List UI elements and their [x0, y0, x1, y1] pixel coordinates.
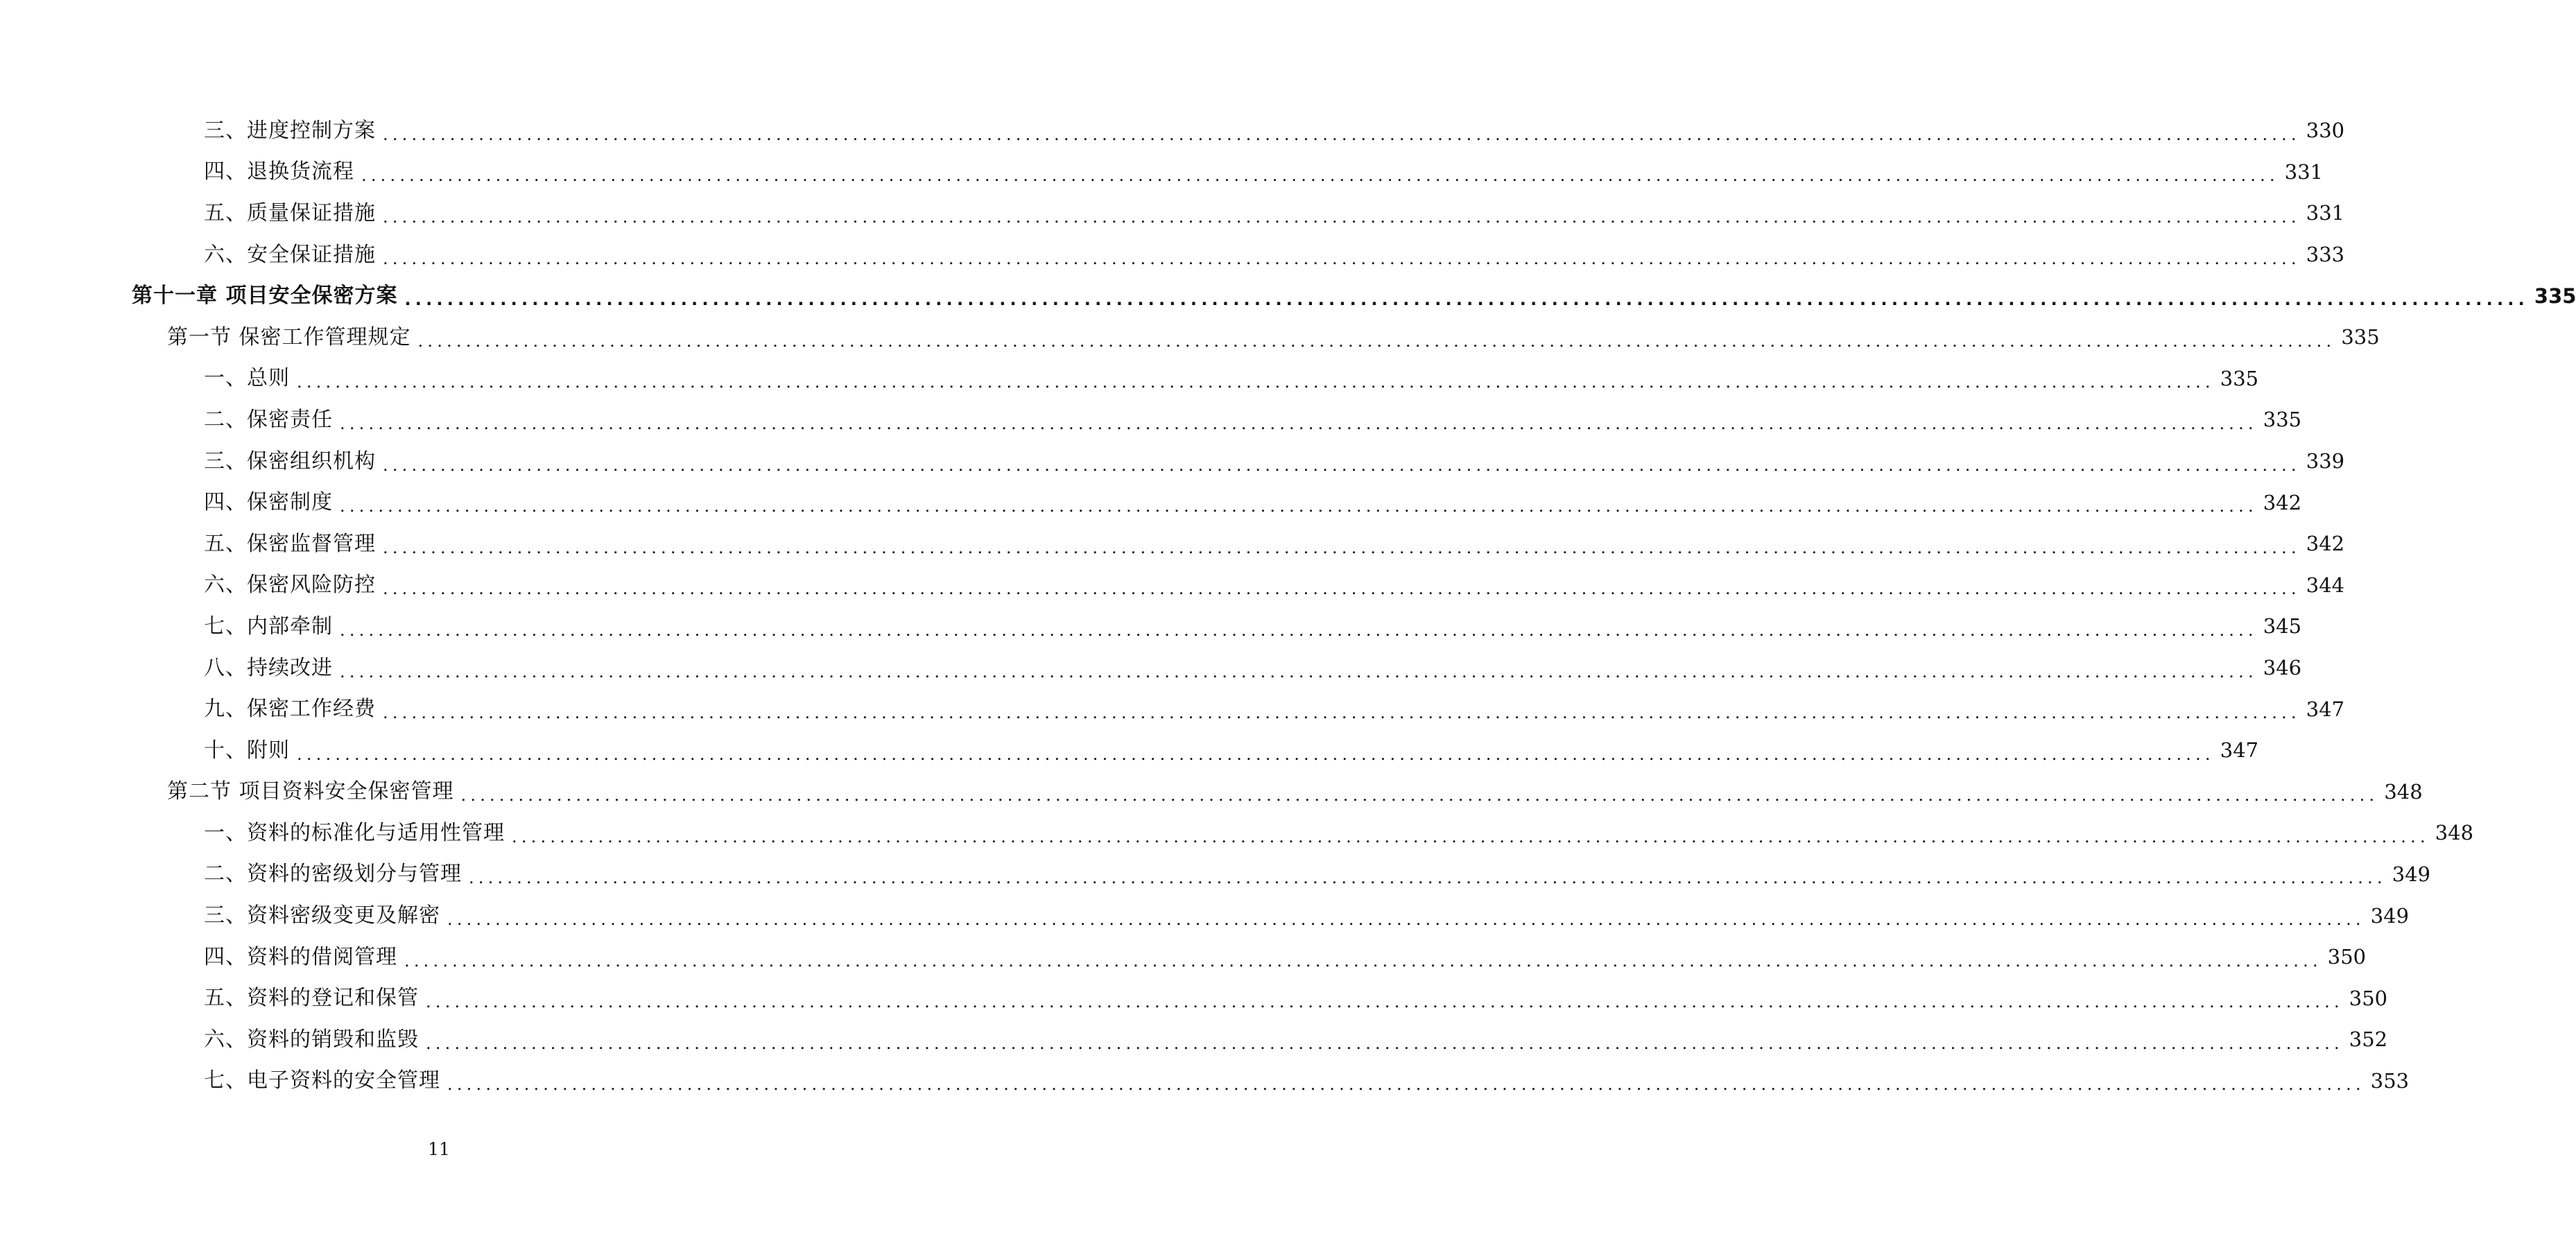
toc-dot-leader: ........................................................................................................................................................................................................ — [383, 207, 2301, 227]
toc-dot-leader: ........................................................................................................................................................................................................ — [460, 786, 2379, 806]
toc-entry-title: 六、资料的销毁和监毁 — [204, 1027, 419, 1052]
toc-entry-page: 335 — [2263, 408, 2302, 432]
toc-entry-item[interactable] — [0, 895, 2410, 937]
toc-entry-item[interactable] — [0, 152, 2324, 193]
toc-entry-title: 三、保密组织机构 — [204, 449, 376, 474]
toc-entry-item[interactable] — [0, 648, 2302, 689]
toc-entry-page: 342 — [2306, 532, 2345, 556]
toc-dot-leader: ........................................................................................................................................................................................................ — [469, 868, 2387, 888]
toc-entry-item[interactable] — [0, 937, 2367, 978]
toc-dot-leader: ........................................................................................................................................................................................................ — [404, 951, 2322, 971]
toc-entry-item[interactable] — [0, 441, 2345, 483]
toc-entry-item[interactable] — [0, 358, 2259, 400]
toc-entry-title: 七、电子资料的安全管理 — [204, 1068, 440, 1093]
toc-entry-page: 346 — [2263, 656, 2302, 680]
toc-entry-title: 七、内部牵制 — [204, 614, 333, 639]
toc-dot-leader: ........................................................................................................................................................................................................ — [417, 331, 2336, 351]
toc-entry-title: 五、质量保证措施 — [204, 200, 376, 225]
toc-entry-title: 第二节 项目资料安全保密管理 — [167, 779, 454, 804]
toc-dot-leader: ........................................................................................................................................................................................................ — [361, 166, 2279, 186]
toc-entry-title: 二、资料的密级划分与管理 — [204, 862, 462, 887]
toc-entry-title: 三、进度控制方案 — [204, 118, 376, 143]
toc-entry-section[interactable] — [0, 317, 2380, 358]
toc-entry-page: 350 — [2349, 986, 2388, 1010]
toc-entry-page: 348 — [2384, 779, 2423, 804]
toc-dot-leader: ........................................................................................................................................................................................................ — [426, 1033, 2344, 1053]
toc-entry-title: 四、保密制度 — [204, 490, 333, 515]
toc-entry-item[interactable] — [0, 110, 2345, 152]
toc-entry-section[interactable] — [0, 772, 2423, 813]
toc-entry-page: 349 — [2392, 862, 2431, 886]
toc-entry-title: 一、资料的标准化与适用性管理 — [204, 820, 505, 845]
toc-entry-item[interactable] — [0, 1061, 2410, 1102]
toc-entry-item[interactable] — [0, 730, 2259, 772]
toc-entry-page: 344 — [2306, 573, 2345, 597]
toc-dot-leader: ........................................................................................................................................................................................................ — [383, 537, 2301, 557]
toc-entry-page: 335 — [2534, 284, 2576, 308]
toc-entry-title: 八、持续改进 — [204, 655, 333, 680]
toc-entry-item[interactable] — [0, 565, 2345, 607]
toc-entry-title: 第十一章 项目安全保密方案 — [132, 284, 398, 309]
toc-entry-title: 一、总则 — [204, 366, 290, 391]
toc-entry-page: 333 — [2306, 243, 2345, 267]
toc-entry-item[interactable] — [0, 688, 2345, 730]
toc-dot-leader: ........................................................................................................................................................................................................ — [340, 661, 2258, 682]
toc-dot-leader: ........................................................................................................................................................................................................ — [340, 620, 2258, 640]
toc-entry-title: 六、保密风险防控 — [204, 573, 376, 598]
toc-dot-leader: ........................................................................................................................................................................................................ — [297, 744, 2215, 764]
toc-entry-item[interactable] — [0, 1019, 2388, 1061]
toc-dot-leader: ........................................................................................................................................................................................................ — [297, 372, 2215, 392]
page-number: 11 — [428, 1139, 450, 1159]
toc-dot-leader: ........................................................................................................................................................................................................ — [426, 992, 2344, 1012]
toc-entry-chapter[interactable] — [0, 275, 2576, 317]
toc-dot-leader: ........................................................................................................................................................................................................ — [383, 248, 2301, 268]
toc-entry-page: 331 — [2284, 159, 2324, 184]
toc-entry-page: 348 — [2435, 821, 2474, 845]
toc-entry-title: 十、附则 — [204, 738, 290, 763]
toc-entry-title: 第一节 保密工作管理规定 — [167, 324, 411, 349]
toc-dot-leader: ........................................................................................................................................................................................................ — [383, 579, 2301, 599]
toc-entry-page: 347 — [2220, 738, 2259, 763]
toc-entry-page: 350 — [2327, 945, 2367, 969]
table-of-contents — [0, 110, 2576, 1102]
toc-entry-item[interactable] — [0, 234, 2345, 276]
toc-entry-item[interactable] — [0, 606, 2302, 648]
toc-dot-leader: ........................................................................................................................................................................................................ — [512, 826, 2430, 847]
toc-entry-title: 二、保密责任 — [204, 407, 333, 432]
toc-entry-item[interactable] — [0, 482, 2302, 523]
toc-entry-page: 352 — [2349, 1027, 2388, 1052]
toc-entry-page: 331 — [2306, 201, 2345, 225]
toc-entry-page: 349 — [2370, 903, 2410, 928]
toc-dot-leader: ........................................................................................................................................................................................................ — [404, 290, 2529, 310]
toc-dot-leader: ........................................................................................................................................................................................................ — [340, 496, 2258, 517]
toc-dot-leader: ........................................................................................................................................................................................................ — [340, 413, 2258, 433]
toc-entry-item[interactable] — [0, 523, 2345, 565]
toc-entry-item[interactable] — [0, 854, 2431, 896]
toc-entry-page: 342 — [2263, 490, 2302, 514]
toc-entry-title: 五、保密监督管理 — [204, 531, 376, 556]
toc-entry-item[interactable] — [0, 399, 2302, 441]
toc-entry-title: 六、安全保证措施 — [204, 242, 376, 267]
toc-entry-page: 335 — [2341, 325, 2380, 349]
toc-entry-title: 四、退换货流程 — [204, 159, 354, 184]
toc-entry-title: 三、资料密级变更及解密 — [204, 903, 440, 928]
toc-dot-leader: ........................................................................................................................................................................................................ — [447, 910, 2365, 930]
toc-entry-page: 353 — [2370, 1068, 2410, 1093]
toc-entry-title: 五、资料的登记和保管 — [204, 986, 419, 1011]
toc-entry-page: 345 — [2263, 614, 2302, 639]
toc-entry-page: 347 — [2306, 697, 2345, 721]
toc-entry-item[interactable] — [0, 193, 2345, 234]
toc-entry-item[interactable] — [0, 978, 2388, 1019]
toc-entry-page: 330 — [2306, 119, 2345, 143]
toc-dot-leader: ........................................................................................................................................................................................................ — [383, 124, 2301, 144]
toc-dot-leader: ........................................................................................................................................................................................................ — [383, 703, 2301, 723]
toc-entry-item[interactable] — [0, 813, 2474, 854]
toc-entry-title: 四、资料的借阅管理 — [204, 944, 397, 969]
toc-entry-page: 339 — [2306, 449, 2345, 474]
toc-entry-title: 九、保密工作经费 — [204, 697, 376, 722]
toc-dot-leader: ........................................................................................................................................................................................................ — [447, 1075, 2365, 1095]
toc-entry-page: 335 — [2220, 366, 2259, 390]
toc-dot-leader: ........................................................................................................................................................................................................ — [383, 455, 2301, 475]
